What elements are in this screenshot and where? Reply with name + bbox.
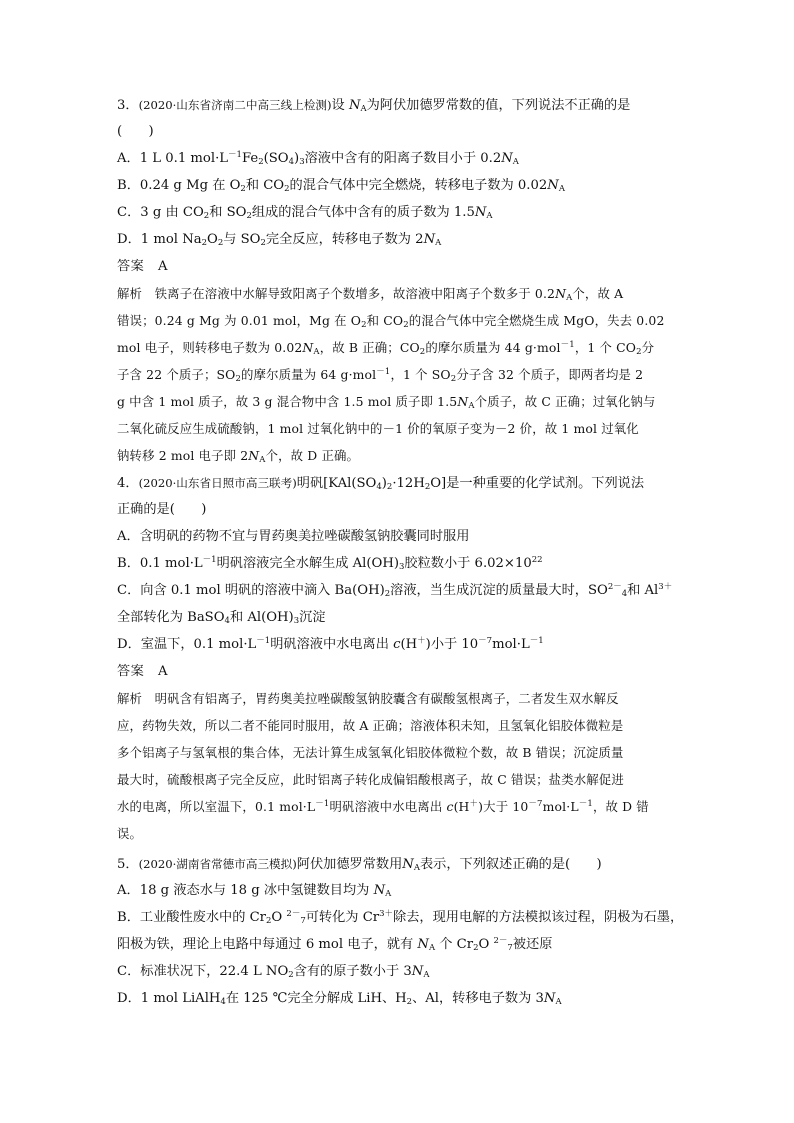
q4-explanation-line: 解析 明矾含有铝离子，胃药奥美拉唑碳酸氢钠胶囊含有碳酸氢根离子，二者发生双水解反 bbox=[117, 691, 619, 706]
q3-option-d: D．1 mol $Na_2O_2$与 $SO_2$完全反应，转移电子数为 $2N_A$ bbox=[117, 232, 442, 248]
q5-option-b-line2: 阳极为铁，理论上电路中每通过 6 mol 电子，就有 $N_A$ 个 $Cr_2O$ $^{2-}_7$被还原 bbox=[117, 936, 553, 953]
q4-option-c-line2: 全部转化为 BaSO$_4$和 $Al(OH)_3$沉淀 bbox=[117, 610, 326, 626]
q3-stem: 3．(2020·山东省济南二中高三线上检测)设 $N_A$为阿伏加德罗常数的值，下列说法不正确的是 bbox=[117, 98, 631, 114]
q4-stem: 4．(2020·山东省日照市高三联考)明矾$[KAl(SO_4)_2\cdot 12H_2O]$是一种重要的化学试剂。下列说法 bbox=[117, 476, 645, 492]
q4-option-b: B．0.1 $mol\cdot L^{-1}$明矾溶液完全水解生成 $Al(OH)_3$胶粒数小于 $6.02\times 10^{22}$ bbox=[117, 555, 543, 572]
q4-option-d: D．室温下，0.1 $mol\cdot L^{-1}$明矾溶液中水电离出 c(H＋)小于 $10^{-7}mol\cdot L^{-1}$ bbox=[117, 636, 544, 652]
q4-explanation-line: 水的电离，所以室温下，0.1 $mol\cdot L^{-1}$明矾溶液中水电离出 c(H＋)大于 $10^{-7}mol\cdot L^{-1}$，故 D 错 bbox=[117, 799, 649, 814]
q5-option-c: C．标准状况下，22.4 L $NO_2$含有的原子数小于 $3N_A$ bbox=[117, 964, 430, 980]
q3-paren: ( ) bbox=[117, 124, 154, 139]
q5-option-a: A．18 g 液态水与 18 g 冰中氢键数目均为 $N_A$ bbox=[117, 883, 392, 899]
q4-explanation-line: 多个铝离子与氢氧根的集合体，无法计算生成氢氧化铝胶体微粒个数，故 B 错误；沉淀质量 bbox=[117, 745, 624, 760]
q4-explanation-line: 最大时，硫酸根离子完全反应，此时铝离子转化成偏铝酸根离子，故 C 错误；盐类水解促进 bbox=[117, 772, 624, 787]
q3-explanation-line: 解析 铁离子在溶液中水解导致阳离子个数增多，故溶液中阳离子个数多于 $0.2N_A$个，故 A bbox=[117, 286, 624, 303]
q3-explanation-line: mol 电子，则转移电子数为 $0.02N_A$，故 B 正确；$CO_2$的摩尔质量为 44 g·mol$^{-1}$，1 个 $CO_2$分 bbox=[117, 340, 655, 357]
q4-stem-line2: 正确的是( ) bbox=[117, 502, 207, 517]
q4-answer: 答案 A bbox=[117, 664, 169, 679]
q3-option-c: C．3 g 由 $CO_2$和 $SO_2$组成的混合气体中含有的质子数为 $1.5N_A$ bbox=[117, 205, 493, 221]
q4-explanation-line: 应，药物失效，所以二者不能同时服用，故 A 正确；溶液体积未知，且氢氧化铝胶体微粒是 bbox=[117, 718, 624, 733]
q3-explanation-line: 钠转移 2 mol 电子即 $2N_A$个，故 D 正确。 bbox=[117, 448, 360, 465]
q3-explanation-line: 二氧化硫反应生成硫酸钠，1 mol 过氧化钠中的－1 价的氧原子变为－2 价，故 1 mol 过氧化 bbox=[117, 421, 639, 436]
q3-answer: 答案 A bbox=[117, 259, 169, 274]
q5-option-b: B．工业酸性废水中的 $Cr_2O$ $^{2-}_7$可转化为 $Cr^{3+}$除去，现用电解的方法模拟该过程，阴极为石墨， bbox=[117, 909, 684, 926]
q3-explanation-line: 子含 22 个质子；$SO_2$的摩尔质量为 64 g·mol$^{-1}$，1 个 $SO_2$分子含 32 个质子，即两者均是 2 bbox=[117, 367, 644, 384]
q3-option-b: B．0.24 g Mg 在 $O_2$和 $CO_2$的混合气体中完全燃烧，转移电子数为 $0.02N_A$ bbox=[117, 178, 565, 194]
q3-explanation-line: 错误；0.24 g Mg 为 0.01 mol，Mg 在 $O_2$和 $CO_2$的混合气体中完全燃烧生成 MgO，失去 0.02 bbox=[117, 313, 665, 330]
q4-option-a: A．含明矾的药物不宜与胃药奥美拉唑碳酸氢钠胶囊同时服用 bbox=[117, 529, 470, 544]
q3-explanation-line: g 中含 1 mol 质子，故 3 g 混合物中含 1.5 mol 质子即 $1.5N_A$个质子，故 C 正确；过氧化钠与 bbox=[117, 394, 656, 411]
q4-explanation-line: 误。 bbox=[117, 826, 143, 841]
q3-option-a: A．1 L 0.1 $mol\cdot L^{-1}Fe_2(SO_4)_3$溶液中含有的阳离子数目小于 $0.2N_A$ bbox=[117, 150, 519, 167]
q5-option-d: D．1 mol LiAlH$_4$在 125 ℃完全分解成 LiH、$H_2$、Al，转移电子数为 $3N_A$ bbox=[117, 991, 562, 1007]
q4-option-c: C．向含 0.1 mol 明矾的溶液中滴入 $Ba(OH)_2$溶液，当生成沉淀的质量最大时，$SO^{2-}_4$和 $Al^{3+}$ bbox=[117, 582, 673, 599]
q5-stem: 5．(2020·湖南省常德市高三模拟)阿伏加德罗常数用$N_A$表示，下列叙述正确的是( ) bbox=[117, 857, 602, 873]
